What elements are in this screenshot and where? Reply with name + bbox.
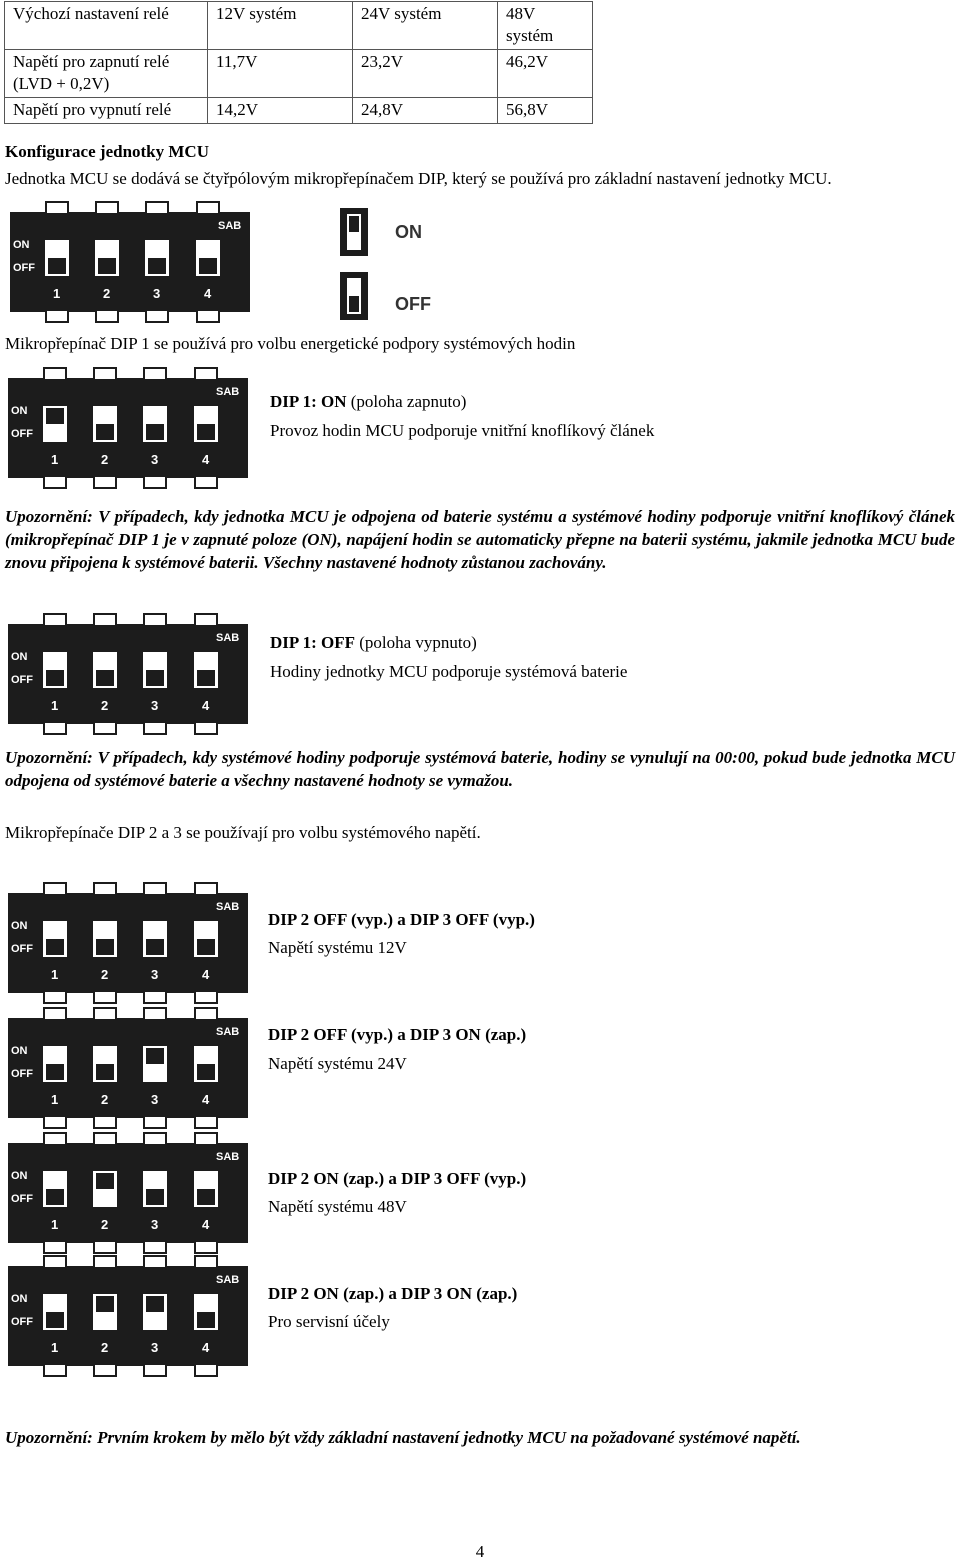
switch-knob-off (146, 424, 164, 440)
switch-knob-off (96, 939, 114, 955)
switch-knob-off (148, 258, 166, 274)
switch-tab (194, 1363, 218, 1377)
switch-knob-off (46, 939, 64, 955)
switch-slot (143, 1294, 167, 1330)
switch-off-label: OFF (11, 674, 33, 686)
dip1-on-title (270, 391, 466, 413)
switch-tab (93, 1363, 117, 1377)
switch-on-label: ON (11, 405, 28, 417)
switch-number-label: 3 (151, 1217, 159, 1232)
switch-knob-off (46, 1189, 64, 1205)
dip1-off-desc: Hodiny jednotky MCU podporuje systémová baterie (270, 662, 628, 681)
switch-knob-off (96, 1064, 114, 1080)
switch-tab (194, 475, 218, 489)
switch-number-label: 2 (101, 452, 109, 467)
switch-tab (143, 1007, 167, 1021)
switch-number-label: 4 (202, 1340, 210, 1355)
switch-number-label: 1 (51, 1217, 59, 1232)
switch-knob-off (197, 1064, 215, 1080)
switch-knob-off (197, 1312, 215, 1328)
table-header-cell: 24V systém (353, 2, 498, 50)
switch-tab (43, 1115, 67, 1129)
switch-slot (93, 1171, 117, 1207)
switch-knob-off (146, 939, 164, 955)
switch-off-label: OFF (11, 943, 33, 955)
page-number: 4 (475, 1542, 485, 1561)
switch-tab (43, 882, 67, 896)
switch-on-label: ON (11, 920, 28, 932)
legend-on-label: ON (395, 222, 422, 242)
config-service-desc: Pro servisní účely (268, 1312, 390, 1331)
switch-tab (93, 367, 117, 381)
switch-slot (93, 652, 117, 688)
switch-number-label: 3 (151, 452, 159, 467)
switch-tab (143, 367, 167, 381)
switch-slot (93, 1294, 117, 1330)
switch-tab (43, 1255, 67, 1269)
switch-off-label: OFF (11, 428, 33, 440)
switch-tab (196, 309, 220, 323)
switch-number-label: 1 (51, 967, 59, 982)
switch-slot (145, 240, 169, 276)
switch-knob-off (197, 424, 215, 440)
switch-sab-label: SAB (216, 1151, 240, 1163)
switch-knob-off (46, 1064, 64, 1080)
switch-tab (143, 721, 167, 735)
switch-tab (194, 1007, 218, 1021)
switch-slot (194, 1171, 218, 1207)
switch-tab (143, 1255, 167, 1269)
table-cell: 46,2V (498, 50, 593, 98)
switch-tab (93, 990, 117, 1004)
table-header-cell: 12V systém (208, 2, 353, 50)
switch-sab-label: SAB (216, 386, 240, 398)
switch-tab (45, 309, 69, 323)
switch-slot (43, 1171, 67, 1207)
warning-note-1: Upozornění: V případech, kdy jednotka MCU je odpojena od baterie systému a systémové hodiny podporuje vnitřní knoflíkový článek (mikropřepínač DIP 1 je v zapnuté poloze (ON), napájení hodin se automaticky přepne na baterii systému, jakmile jednotka MCU bude znovu připojena k systémové baterii. Všechny nastavené hodnoty zůstanou zachovány. (5, 507, 955, 572)
switch-tab (43, 475, 67, 489)
switch-tab (43, 1007, 67, 1021)
warning-note-2: Upozornění: V případech, kdy systémové hodiny podporuje systémová baterie, hodiny se vynulují na 00:00, pokud bude jednotka MCU odpojena od systémové baterie a všechny nastavené hodnoty se vymažou. (5, 748, 955, 790)
config-48v-title: DIP 2 ON (zap.) a DIP 3 OFF (vyp.) (268, 1169, 527, 1188)
switch-tab (194, 1255, 218, 1269)
switch-off-label: OFF (13, 262, 35, 274)
switch-sab-label: SAB (216, 1274, 240, 1286)
dip-switch-cfg-service (8, 1266, 248, 1366)
switch-tab (93, 613, 117, 627)
switch-number-label: 3 (151, 1092, 159, 1107)
switch-tab (93, 1115, 117, 1129)
switch-knob-off (98, 258, 116, 274)
switch-number-label: 4 (202, 452, 210, 467)
switch-on-icon (340, 208, 368, 256)
dip-switch-cfg-12v (8, 893, 248, 993)
switch-tab (95, 309, 119, 323)
table-cell: 14,2V (208, 98, 353, 124)
switch-knob-off (197, 670, 215, 686)
switch-knob-off (197, 1189, 215, 1205)
table-cell: 56,8V (498, 98, 593, 124)
switch-knob-off (96, 670, 114, 686)
switch-number-label: 4 (202, 698, 210, 713)
switch-knob-off (96, 424, 114, 440)
switch-sab-label: SAB (218, 220, 242, 232)
switch-tab (93, 1255, 117, 1269)
switch-knob-on (46, 408, 64, 424)
switch-knob-off (46, 1312, 64, 1328)
table-header-cell: Výchozí nastavení relé (5, 2, 208, 50)
switch-knob-off (199, 258, 217, 274)
relay-settings-table (4, 1, 593, 124)
switch-on-label: ON (11, 1293, 28, 1305)
switch-slot (194, 1294, 218, 1330)
switch-tab (143, 613, 167, 627)
switch-tab (43, 367, 67, 381)
dip-switch-cfg-48v (8, 1143, 248, 1243)
config-12v-title: DIP 2 OFF (vyp.) a DIP 3 OFF (vyp.) (268, 910, 535, 929)
switch-tab (43, 1132, 67, 1146)
switch-knob-on (96, 1173, 114, 1189)
dip1-off-title-bold: DIP 1: OFF (270, 633, 355, 652)
switch-number-label: 1 (51, 1340, 59, 1355)
switch-number-label: 1 (51, 452, 59, 467)
switch-tab (194, 367, 218, 381)
table-cell: Napětí pro zapnutí relé (LVD + 0,2V) (5, 50, 208, 98)
switch-tab (194, 990, 218, 1004)
switch-tab (45, 201, 69, 215)
switch-tab (143, 1132, 167, 1146)
switch-tab (43, 1363, 67, 1377)
switch-knob-on (146, 1048, 164, 1064)
switch-tab (95, 201, 119, 215)
switch-knob-on (146, 1296, 164, 1312)
switch-number-label: 3 (151, 1340, 159, 1355)
switch-slot (194, 406, 218, 442)
config-12v-desc: Napětí systému 12V (268, 938, 407, 957)
switch-number-label: 3 (153, 286, 161, 301)
switch-off-label: OFF (11, 1068, 33, 1080)
switch-tab (93, 1240, 117, 1254)
switch-tab (143, 1115, 167, 1129)
warning-note-3: Upozornění: Prvním krokem by mělo být vždy základní nastavení jednotky MCU na požadované systémové napětí. (5, 1428, 801, 1447)
switch-on-label: ON (13, 239, 30, 251)
switch-tab (93, 475, 117, 489)
switch-number-label: 2 (101, 1092, 109, 1107)
dip-switch-default (10, 212, 250, 312)
switch-tab (43, 721, 67, 735)
switch-sab-label: SAB (216, 1026, 240, 1038)
switch-slot (93, 406, 117, 442)
switch-tab (143, 882, 167, 896)
switch-sab-label: SAB (216, 901, 240, 913)
config-24v-desc: Napětí systému 24V (268, 1054, 407, 1073)
switch-slot (43, 406, 67, 442)
switch-slot (194, 652, 218, 688)
switch-slot (194, 921, 218, 957)
switch-number-label: 1 (51, 1092, 59, 1107)
switch-tab (93, 721, 117, 735)
switch-on-label: ON (11, 1170, 28, 1182)
table-cell: Napětí pro vypnutí relé (5, 98, 208, 124)
switch-tab (145, 309, 169, 323)
switch-number-label: 1 (53, 286, 61, 301)
table-row (5, 98, 593, 124)
switch-knob-off (146, 1189, 164, 1205)
switch-off-label: OFF (11, 1193, 33, 1205)
table-cell: 24,8V (353, 98, 498, 124)
dip1-off-title-rest: (poloha vypnuto) (355, 633, 477, 652)
switch-slot (143, 406, 167, 442)
switch-slot (93, 1046, 117, 1082)
switch-on-label: ON (11, 1045, 28, 1057)
table-row (5, 50, 593, 98)
switch-tab (143, 475, 167, 489)
switch-sab-label: SAB (216, 632, 240, 644)
table-cell: 23,2V (353, 50, 498, 98)
table-cell: 11,7V (208, 50, 353, 98)
switch-tab (194, 882, 218, 896)
section-intro: Jednotka MCU se dodává se čtyřpólovým mikropřepínačem DIP, který se používá pro základní nastavení jednotky MCU. (5, 169, 832, 188)
on-off-legend (340, 208, 440, 320)
dip1-on-title-bold: DIP 1: ON (270, 392, 347, 411)
switch-tab (194, 1132, 218, 1146)
switch-tab (43, 1240, 67, 1254)
switch-number-label: 2 (101, 698, 109, 713)
switch-number-label: 2 (101, 967, 109, 982)
config-24v-title: DIP 2 OFF (vyp.) a DIP 3 ON (zap.) (268, 1025, 527, 1044)
dip1-on-desc: Provoz hodin MCU podporuje vnitřní knoflíkový článek (270, 421, 655, 440)
switch-knob-off (46, 670, 64, 686)
switch-tab (145, 201, 169, 215)
switch-slot (43, 1046, 67, 1082)
config-service-title: DIP 2 ON (zap.) a DIP 3 ON (zap.) (268, 1284, 518, 1303)
switch-knob-off (48, 258, 66, 274)
switch-tab (143, 1240, 167, 1254)
switch-tab (43, 613, 67, 627)
dip-switch-dip1-off (8, 624, 248, 724)
dip1-on-title-rest: (poloha zapnuto) (346, 392, 467, 411)
switch-off-label: OFF (11, 1316, 33, 1328)
switch-tab (143, 990, 167, 1004)
dip-switch-dip1-on (8, 378, 248, 478)
switch-number-label: 2 (101, 1217, 109, 1232)
switch-tab (43, 990, 67, 1004)
switch-slot (143, 652, 167, 688)
switch-slot (43, 652, 67, 688)
switch-number-label: 2 (103, 286, 111, 301)
dip1-off-title (270, 632, 477, 654)
switch-tab (194, 613, 218, 627)
switch-slot (194, 1046, 218, 1082)
switch-tab (93, 1132, 117, 1146)
switch-tab (194, 1240, 218, 1254)
switch-tab (93, 1007, 117, 1021)
switch-off-icon (340, 272, 368, 320)
switch-knob-off (146, 670, 164, 686)
switch-slot (143, 1171, 167, 1207)
switch-slot (143, 1046, 167, 1082)
switch-tab (194, 721, 218, 735)
table-header-cell: 48V systém (498, 2, 593, 50)
switch-slot (143, 921, 167, 957)
switch-knob-on (96, 1296, 114, 1312)
switch-tab (143, 1363, 167, 1377)
switch-on-label: ON (11, 651, 28, 663)
switch-knob-off (197, 939, 215, 955)
switch-slot (93, 921, 117, 957)
switch-number-label: 4 (202, 1092, 210, 1107)
table-header-row (5, 2, 593, 50)
switch-number-label: 4 (202, 967, 210, 982)
switch-number-label: 3 (151, 698, 159, 713)
section-title: Konfigurace jednotky MCU (5, 142, 209, 161)
switch-number-label: 4 (204, 286, 212, 301)
dip-switch-cfg-24v (8, 1018, 248, 1118)
switch-slot (45, 240, 69, 276)
switch-slot (95, 240, 119, 276)
switch-tab (196, 201, 220, 215)
switch-slot (43, 1294, 67, 1330)
legend-off-label: OFF (395, 294, 431, 314)
switch-slot (196, 240, 220, 276)
dip1-intro: Mikropřepínač DIP 1 se používá pro volbu energetické podpory systémových hodin (5, 334, 576, 353)
switch-number-label: 3 (151, 967, 159, 982)
switch-number-label: 4 (202, 1217, 210, 1232)
switch-number-label: 2 (101, 1340, 109, 1355)
switch-slot (43, 921, 67, 957)
switch-number-label: 1 (51, 698, 59, 713)
config-48v-desc: Napětí systému 48V (268, 1197, 407, 1216)
switch-tab (194, 1115, 218, 1129)
dip23-intro: Mikropřepínače DIP 2 a 3 se používají pro volbu systémového napětí. (5, 823, 481, 842)
switch-tab (93, 882, 117, 896)
